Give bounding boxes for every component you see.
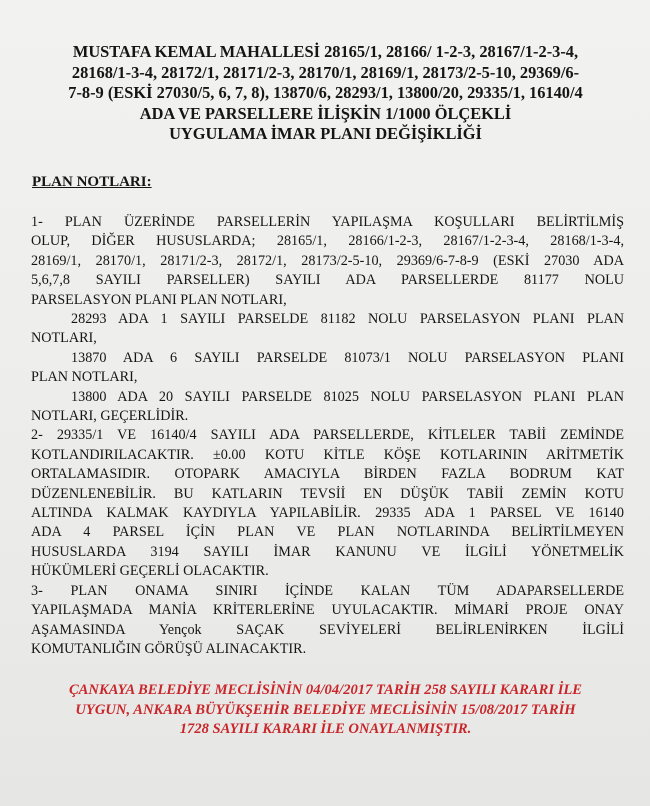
title-line: 7-8-9 (ESKİ 27030/5, 6, 7, 8), 13870/6, 28293/1, 13800/20, 29335/1, 16140/4 xyxy=(68,83,583,103)
note-line: AŞAMASINDA Yençok SAÇAK SEVİYELERİ BELİRLENİRKEN İLGİLİ xyxy=(31,621,624,638)
title-line: 28168/1-3-4, 28172/1, 28171/2-3, 28170/1, 28169/1, 28173/2-5-10, 29369/6- xyxy=(71,62,580,82)
note-line: DÜZENLENEBİLİR. BU KATLARIN TEVSİİ EN DÜŞÜK TABİİ ZEMİN KOTU xyxy=(31,485,624,502)
note-line: 13800 ADA 20 SAYILI PARSELDE 81025 NOLU PARSELASYON PLANI PLAN xyxy=(71,388,624,405)
note-line: YAPILAŞMADA MANİA KRİTERLERİNE UYULACAKTIR. MİMARİ PROJE ONAY xyxy=(31,602,624,619)
plan-notes-body xyxy=(27,213,624,659)
note-line: 5,6,7,8 SAYILI PARSELLER) SAYILI ADA PARSELLERDE 81177 NOLU xyxy=(31,272,624,289)
note-line: ADA 4 PARSEL İÇİN PLAN VE PLAN NOTLARINDA BELİRTİLMEYEN xyxy=(31,524,624,541)
note-line: HÜKÜMLERİ GEÇERLİ OLACAKTIR. xyxy=(31,563,269,580)
note-line: NOTLARI, xyxy=(31,330,97,347)
approval-line: 1728 SAYILI KARARI İLE ONAYLANMIŞTIR. xyxy=(179,720,472,737)
note-line: 1- PLAN ÜZERİNDE PARSELLERİN YAPILAŞMA KOŞULLARI BELİRTİLMİŞ xyxy=(31,213,624,230)
title-line: MUSTAFA KEMAL MAHALLESİ 28165/1, 28166/ 1-2-3, 28167/1-2-3-4, xyxy=(72,42,579,61)
note-line: HUSUSLARDA 3194 SAYILI İMAR KANUNU VE İLGİLİ YÖNETMELİK xyxy=(31,543,624,560)
title-line: ADA VE PARSELLERE İLİŞKİN 1/1000 ÖLÇEKLİ xyxy=(139,103,512,123)
approval-line: UYGUN, ANKARA BÜYÜKŞEHİR BELEDİYE MECLİSİNİN 15/08/2017 TARİH xyxy=(75,701,576,718)
note-line: PARSELASYON PLANI PLAN NOTLARI, xyxy=(31,291,287,308)
note-line: KOMUTANLIĞIN GÖRÜŞÜ ALINACAKTIR. xyxy=(31,640,307,657)
approval-line: ÇANKAYA BELEDİYE MECLİSİNİN 04/04/2017 TARİH 258 SAYILI KARARI İLE xyxy=(68,682,583,699)
note-line: 2- 29335/1 VE 16140/4 SAYILI ADA PARSELLERDE, KİTLELER TABİİ ZEMİNDE xyxy=(31,427,624,444)
note-line: 3- PLAN ONAMA SINIRI İÇİNDE KALAN TÜM ADAPARSELLERDE xyxy=(31,582,624,599)
document-title xyxy=(27,42,624,145)
note-line: 28169/1, 28170/1, 28171/2-3, 28172/1, 28173/2-5-10, 29369/6-7-8-9 (ESKİ 27030 ADA xyxy=(31,252,624,269)
note-line: 28293 ADA 1 SAYILI PARSELDE 81182 NOLU PARSELASYON PLANI PLAN xyxy=(71,311,624,327)
plan-notes-heading: PLAN NOTLARI: xyxy=(32,173,152,190)
note-line: OLUP, DİĞER HUSUSLARDA; 28165/1, 28166/1-2-3, 28167/1-2-3-4, 28168/1-3-4, xyxy=(31,233,624,250)
note-line: 13870 ADA 6 SAYILI PARSELDE 81073/1 NOLU PARSELASYON PLANI xyxy=(71,349,624,366)
note-line: NOTLARI, GEÇERLİDİR. xyxy=(31,408,189,425)
note-line: ORTALAMASIDIR. OTOPARK AMACIYLA BİRDEN FAZLA BODRUM KAT xyxy=(31,466,624,483)
approval-statement xyxy=(27,681,624,739)
note-line: KOTLANDIRILACAKTIR. ±0.00 KOTU KİTLE KÖŞE KOTLARININ ARİTMETİK xyxy=(31,446,624,463)
title-line: UYGULAMA İMAR PLANI DEĞİŞİKLİĞİ xyxy=(169,124,482,144)
note-line: PLAN NOTLARI, xyxy=(31,369,138,386)
note-line: ALTINDA KALMAK KAYDIYLA YAPILABİLİR. 29335 ADA 1 PARSEL VE 16140 xyxy=(31,505,624,522)
